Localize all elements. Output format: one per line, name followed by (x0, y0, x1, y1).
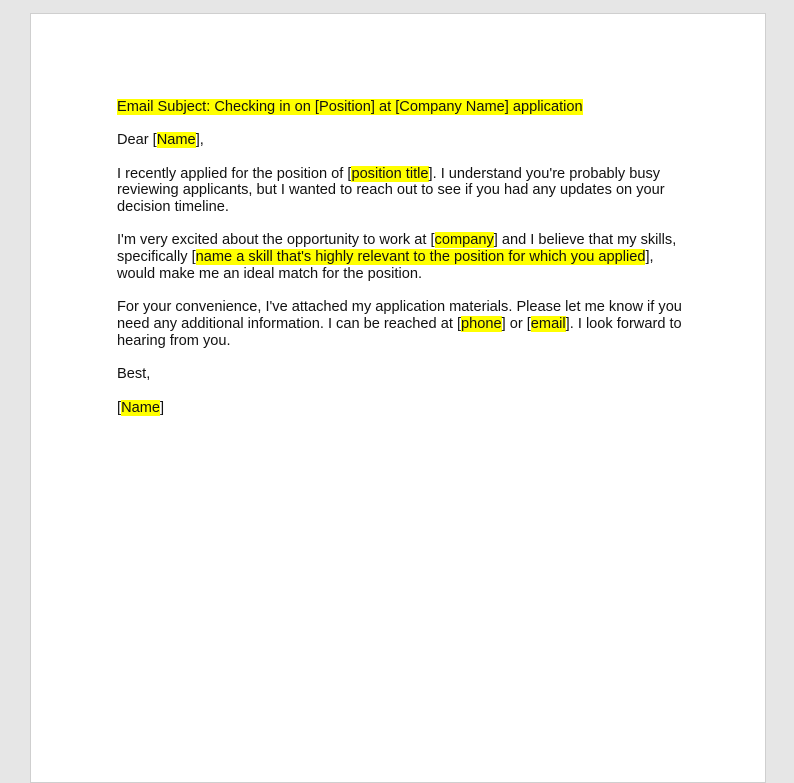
document-page (30, 13, 766, 783)
closing (117, 366, 687, 383)
paragraph3-part3: ]. I look forward to hearing from you. (117, 316, 682, 349)
paragraph2-part3: ], would make me an ideal match for the position. (117, 249, 654, 283)
greeting-name-placeholder: Name (156, 132, 196, 149)
closing-text: Best, (117, 366, 151, 383)
document-body (117, 99, 687, 433)
paragraph-excitement (117, 232, 687, 282)
signature-suffix: ] (160, 399, 165, 416)
paragraph-contact (117, 299, 687, 349)
signature-prefix: [ (117, 399, 122, 416)
company-placeholder: company (434, 232, 494, 249)
subject-text: Email Subject: Checking in on [Position] at [Company Name] application (117, 99, 583, 115)
paragraph1-part1: I recently applied for the position of [ (117, 165, 352, 182)
paragraph1-part2: ]. I understand you're probably busy reviewing applicants, but I wanted to reach out to see if you had any updates on your decision timeline. (117, 165, 665, 216)
email-placeholder: email (530, 316, 566, 333)
greeting (117, 132, 687, 149)
skill-placeholder: name a skill that's highly relevant to the position for which you applied (195, 249, 646, 266)
signature (117, 400, 687, 417)
email-subject (117, 99, 687, 116)
position-title-placeholder: position title (351, 165, 429, 182)
paragraph3-part1: For your convenience, I've attached my application materials. Please let me know if you need any additional information. I can be reached at [ (117, 299, 682, 333)
paragraph2-part1: I'm very excited about the opportunity to work at [ (117, 232, 435, 249)
paragraph2-part2: ] and I believe that my skills, specifically [ (117, 232, 677, 266)
signature-name-placeholder: Name (121, 399, 160, 416)
phone-placeholder: phone (461, 316, 502, 333)
paragraph3-part2: ] or [ (501, 316, 531, 333)
greeting-prefix: Dear [ (117, 132, 157, 149)
greeting-suffix: ], (195, 132, 204, 149)
paragraph-application (117, 166, 687, 216)
